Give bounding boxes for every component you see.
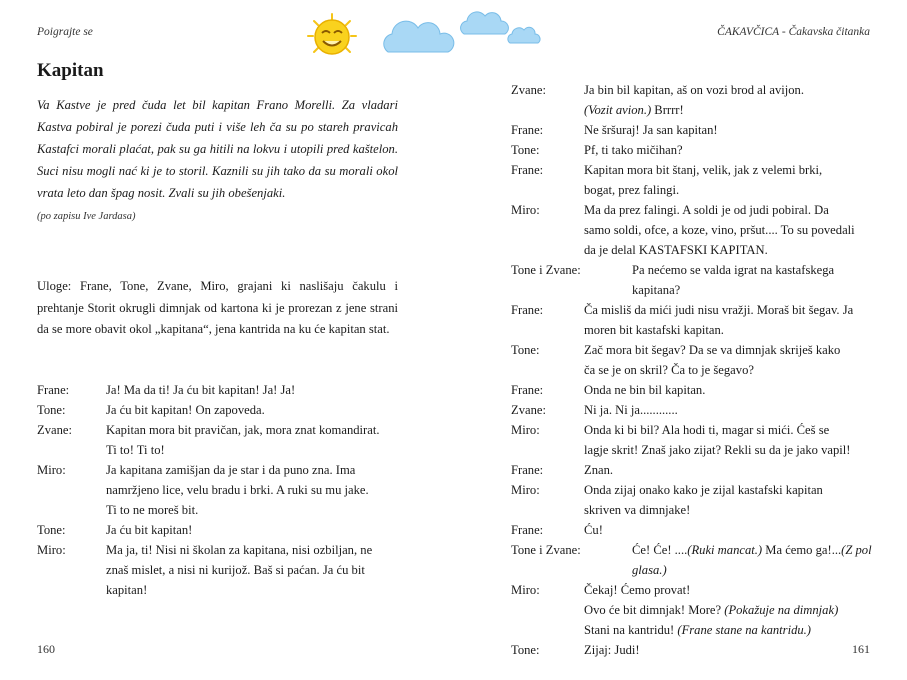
source-note: (po zapisu Ive Jardasa) (37, 211, 136, 222)
speaker-label: Frane: (511, 463, 544, 477)
dialogue-line: namržjeno lice, velu bradu i brki. A ruki su mu jake. (106, 483, 369, 497)
dialogue-entry (37, 380, 398, 400)
spoken-text: Stani na kantridu! (584, 623, 678, 637)
dialogue-entry (37, 420, 398, 460)
dialogue-line (511, 180, 873, 200)
right-page (453, 0, 907, 680)
spoken-text: Čekaj! Ćemo provat! (584, 583, 691, 597)
dialogue-line (511, 220, 873, 240)
spoken-text: Pa nećemo se valda igrat na kastafskega kapitana? (632, 263, 835, 297)
spoken-text: moren bit kastafski kapitan. (584, 323, 724, 337)
spoken-text: Ma ćemo ga!... (762, 543, 842, 557)
dialogue-entry (37, 520, 398, 540)
speaker-label: Frane: (511, 163, 544, 177)
dialogue-line (511, 620, 873, 640)
spoken-text: Ću! (584, 523, 603, 537)
spoken-text: Onda ne bin bil kapitan. (584, 383, 706, 397)
story-title: Kapitan (37, 60, 104, 81)
dialogue-line (511, 120, 873, 140)
dialogue-entry (511, 200, 873, 260)
stage-direction: (Ruki mancat.) (687, 543, 763, 557)
dialogue-line: kapitan! (106, 583, 148, 597)
running-head-left: Poigrajte se (37, 26, 93, 38)
dialogue-line (511, 460, 873, 480)
dialogue-line (511, 240, 873, 260)
smiling-sun-icon (304, 12, 360, 60)
speaker-label: Tone i Zvane: (511, 543, 581, 557)
cloud-icon (378, 20, 458, 56)
speaker-label: Miro: (37, 463, 66, 477)
dialogue-line (511, 80, 873, 100)
spoken-text: Onda ki bi bil? Ala hodi ti, magar si mići. Ćeš se (584, 423, 830, 437)
stage-direction: (Vozit avion.) (584, 103, 652, 117)
dialogue-line (511, 380, 873, 400)
spoken-text: skriven va dimnjake! (584, 503, 691, 517)
speaker-label: Frane: (511, 523, 544, 537)
left-page (0, 0, 453, 680)
dialogue-right (511, 80, 873, 660)
speaker-label: Zvane: (511, 403, 546, 417)
stage-direction: (Frane stane na kantridu.) (677, 623, 812, 637)
dialogue-line (511, 140, 873, 160)
dialogue-line: Ti to! Ti to! (106, 443, 165, 457)
spoken-text: Ča misliš da mići judi nisu vražji. Moraš bit šegav. Ja (584, 303, 854, 317)
speaker-label: Miro: (37, 543, 66, 557)
dialogue-entry (37, 540, 398, 600)
dialogue-entry (511, 260, 873, 300)
dialogue-line (511, 640, 873, 660)
dialogue-entry (511, 400, 873, 420)
dialogue-line (511, 600, 873, 620)
speaker-label: Tone: (511, 643, 540, 657)
spoken-text: bogat, prez falingi. (584, 183, 680, 197)
spoken-text: Ja bin bil kapitan, aš on vozi brod al avijon. (584, 83, 804, 97)
dialogue-line: Ja ću bit kapitan! On zapoveda. (106, 403, 265, 417)
dialogue-line (511, 400, 873, 420)
dialogue-entry (511, 300, 873, 340)
dialogue-line: Ti to ne moreš bit. (106, 503, 199, 517)
speaker-label: Frane: (37, 383, 70, 397)
speaker-label: Tone: (37, 403, 66, 417)
speaker-label: Zvane: (37, 423, 72, 437)
dialogue-entry (511, 420, 873, 460)
speaker-label: Miro: (511, 423, 540, 437)
intro-paragraph: Va Kastve je pred čuda let bil kapitan Frano Morelli. Za vladari Kastva pobiral je porezi čuda puti i više leh ča su po stareh pravicah Kastafci morali plaćat, pak su ga hitili na lokvu i utopili pred kaštelon. Suci nisu mogli nać ki je to storil. Kaznili su jih tako da su morali okol vrata leto dan špag nosit. Zvali su jih obešenjaki. (37, 98, 398, 200)
dialogue-line: znaš mislet, a nisi ni kurijož. Baš si paćan. Ja ću bit (106, 563, 365, 577)
dialogue-line (511, 300, 873, 320)
dialogue-line (511, 320, 873, 340)
spoken-text: Kapitan mora bit štanj, velik, jak z velemi brki, (584, 163, 823, 177)
speaker-label: Frane: (511, 303, 544, 317)
spoken-text: Ma da prez falingi. A soldi je od judi pobiral. Da (584, 203, 829, 217)
dialogue-entry (511, 80, 873, 120)
speaker-label: Miro: (511, 483, 540, 497)
spoken-text: Pf, ti tako mičihan? (584, 143, 683, 157)
spoken-text: da je delal KASTAFSKI KAPITAN. (584, 243, 768, 257)
dialogue-entry (511, 580, 873, 640)
dialogue-entry (511, 640, 873, 660)
spoken-text: ča se je on skril? Ča to je šegavo? (584, 363, 754, 377)
dialogue-entry (37, 400, 398, 420)
dialogue-entry (511, 520, 873, 540)
spoken-text: Će! Će! .... (632, 543, 688, 557)
dialogue-line: Ja kapitana zamišjan da je star i da puno zna. Ima (106, 463, 356, 477)
speaker-label: Tone: (37, 523, 66, 537)
stage-direction: (Pokažuje na dimnjak) (724, 603, 839, 617)
speaker-label: Zvane: (511, 83, 546, 97)
page-number-right: 161 (852, 642, 870, 656)
stage-direction: (Z pol glasa.) (632, 543, 872, 577)
dialogue-entry (511, 380, 873, 400)
speaker-label: Frane: (511, 123, 544, 137)
dialogue-line (511, 420, 873, 440)
dialogue-left (37, 380, 398, 600)
dialogue-line (511, 500, 873, 520)
dialogue-line (511, 360, 873, 380)
dialogue-entry (511, 340, 873, 380)
dialogue-line: Ja ću bit kapitan! (106, 523, 193, 537)
speaker-label: Tone: (511, 143, 540, 157)
spoken-text: Zač mora bit šegav? Da se va dimnjak skriješ kako (584, 343, 841, 357)
dialogue-line (511, 580, 873, 600)
spoken-text: Zijaj: Judi! (584, 643, 640, 657)
spoken-text: lagje skrit! Znaš jako zijat? Rekli su da je jako vapil! (584, 443, 851, 457)
dialogue-entry (511, 160, 873, 200)
dialogue-line (511, 160, 873, 180)
dialogue-entry (511, 480, 873, 520)
dialogue-entry (37, 460, 398, 520)
speaker-label: Miro: (511, 583, 540, 597)
speaker-label: Miro: (511, 203, 540, 217)
spoken-text: Brrrr! (651, 103, 684, 117)
spoken-text: Ovo će bit dimnjak! More? (584, 603, 725, 617)
dialogue-line (511, 100, 873, 120)
dialogue-line (511, 340, 873, 360)
dialogue-line: Ma ja, ti! Nisi ni školan za kapitana, nisi ozbiljan, ne (106, 543, 373, 557)
speaker-label: Tone i Zvane: (511, 263, 581, 277)
dialogue-line: Kapitan mora bit pravičan, jak, mora znat komandirat. (106, 423, 380, 437)
dialogue-line (511, 200, 873, 220)
running-head-right: ČAKAVČICA - Čakavska čitanka (717, 26, 870, 38)
dialogue-entry (511, 140, 873, 160)
dialogue-entry (511, 120, 873, 140)
spoken-text: Onda zijaj onako kako je zijal kastafski kapitan (584, 483, 823, 497)
roles-paragraph: Uloge: Frane, Tone, Zvane, Miro, grajani ki naslišaju čakulu i prehtanje Storit okrugli dimnjak od kartona ki je prorezan z jene strani da se more obavit okol „kapitana“, jena kantrida na ku će kapitan stat. (37, 279, 398, 336)
dialogue-line (511, 480, 873, 500)
page-number-left: 160 (37, 642, 55, 656)
dialogue-line (511, 440, 873, 460)
spoken-text: Ne šršuraj! Ja san kapitan! (584, 123, 718, 137)
dialogue-entry (511, 540, 873, 580)
speaker-label: Frane: (511, 383, 544, 397)
spoken-text: Ni ja. Ni ja............ (584, 403, 678, 417)
speaker-label: Tone: (511, 343, 540, 357)
dialogue-line (511, 520, 873, 540)
dialogue-line: Ja! Ma da ti! Ja ću bit kapitan! Ja! Ja! (106, 383, 296, 397)
spoken-text: samo soldi, ofce, a koze, vino, pršut.... To su povedali (584, 223, 855, 237)
dialogue-entry (511, 460, 873, 480)
spoken-text: Znan. (584, 463, 614, 477)
